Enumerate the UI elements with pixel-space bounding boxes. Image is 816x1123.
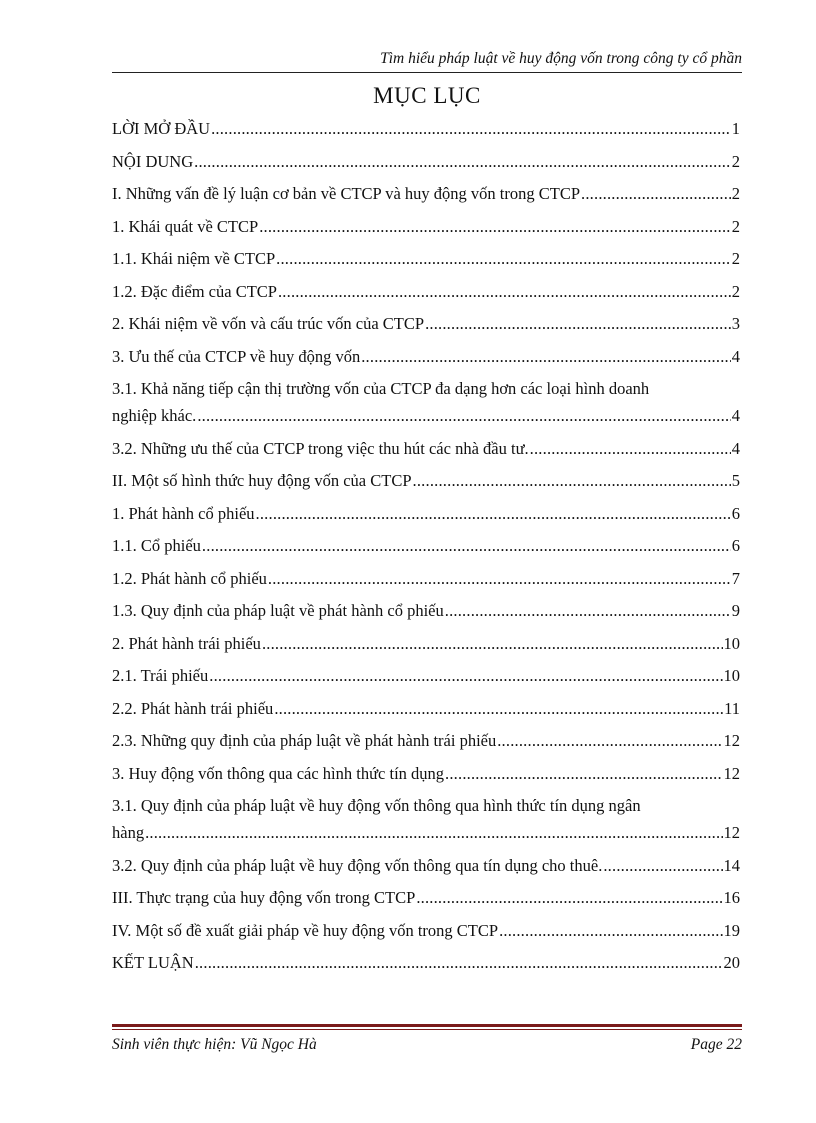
table-of-contents: [112, 118, 740, 985]
toc-entry[interactable]: [112, 378, 740, 427]
footer-rule-thin: [112, 1029, 742, 1030]
toc-entry[interactable]: [112, 216, 740, 238]
toc-page-number: 19: [723, 920, 740, 940]
toc-leader-dots: [276, 248, 731, 270]
toc-entry[interactable]: [112, 438, 740, 460]
toc-leader-dots: [425, 313, 731, 335]
toc-entry[interactable]: [112, 568, 740, 590]
toc-page-number: 2: [731, 151, 740, 171]
toc-leader-dots: [211, 118, 731, 140]
toc-entry-text: 1.2. Đặc điểm của CTCP: [112, 281, 277, 301]
footer-rule-thick: [112, 1024, 742, 1027]
toc-entry-text: 2. Khái niệm về vốn và cấu trúc vốn của CTCP: [112, 314, 425, 333]
toc-entry-text: 1.1. Cổ phiếu: [112, 536, 201, 555]
toc-page-number: 6: [731, 503, 740, 523]
toc-entry-text: 3. Ưu thế của CTCP về huy động vốn: [112, 346, 361, 366]
toc-leader-dots: [603, 855, 722, 877]
toc-entry[interactable]: [112, 535, 740, 557]
toc-entry-text: 2. Phát hành trái phiếu: [112, 633, 261, 653]
footer-page-number: Page 22: [690, 1036, 742, 1053]
toc-entry[interactable]: [112, 183, 740, 205]
toc-page-number: 12: [723, 763, 740, 783]
toc-page-number: 2: [731, 184, 740, 203]
toc-leader-dots: [145, 822, 722, 844]
toc-entry-text: KẾT LUẬN: [112, 953, 194, 972]
toc-entry-text: 1. Khái quát về CTCP: [112, 216, 259, 236]
toc-entry-text: 3.2. Những ưu thế của CTCP trong việc thu hút các nhà đầu tư.: [112, 438, 529, 458]
toc-entry-text: 1.1. Khái niệm về CTCP: [112, 249, 276, 268]
toc-page-number: 2: [731, 281, 740, 301]
toc-page-number: 2: [731, 249, 740, 268]
toc-leader-dots: [278, 281, 731, 303]
toc-page-number: 9: [731, 601, 740, 620]
toc-leader-dots: [268, 568, 731, 590]
page-footer: [112, 1036, 742, 1054]
toc-entry-text: III. Thực trạng của huy động vốn trong CTCP: [112, 888, 416, 907]
toc-page-number: 6: [731, 536, 740, 555]
running-header: Tìm hiểu pháp luật về huy động vốn trong công ty cổ phần: [380, 50, 742, 67]
toc-page-number: 12: [723, 823, 740, 842]
toc-entry-text-line1: 3.1. Khả năng tiếp cận thị trường vốn của CTCP đa dạng hơn các loại hình doanh: [112, 379, 650, 398]
toc-entry-text: 1.3. Quy định của pháp luật về phát hành cổ phiếu: [112, 601, 444, 620]
toc-page-number: 2: [731, 216, 740, 236]
toc-entry[interactable]: [112, 920, 740, 942]
toc-leader-dots: [445, 763, 722, 785]
toc-leader-dots: [209, 665, 722, 687]
toc-leader-dots: [361, 346, 731, 368]
page-title: MỤC LỤC: [373, 83, 481, 108]
toc-page-number: 4: [731, 406, 740, 425]
toc-page-number: 10: [723, 666, 740, 685]
toc-page-number: 11: [724, 698, 740, 718]
toc-entry[interactable]: [112, 698, 740, 720]
toc-entry[interactable]: [112, 470, 740, 492]
toc-entry[interactable]: [112, 281, 740, 303]
toc-entry[interactable]: [112, 118, 740, 140]
toc-page-number: 12: [723, 731, 740, 750]
toc-leader-dots: [259, 216, 731, 238]
toc-entry-text-line2: hàng: [112, 823, 145, 842]
toc-entry-text-line1: 3.1. Quy định của pháp luật về huy động vốn thông qua hình thức tín dụng ngân: [112, 796, 641, 815]
toc-leader-dots: [202, 535, 731, 557]
toc-page-number: 3: [731, 314, 740, 333]
toc-entry[interactable]: [112, 600, 740, 622]
toc-page-number: 16: [723, 888, 740, 907]
toc-page-number: 4: [731, 346, 740, 366]
toc-entry[interactable]: [112, 503, 740, 525]
toc-leader-dots: [499, 920, 722, 942]
toc-leader-dots: [262, 633, 723, 655]
toc-leader-dots: [274, 698, 723, 720]
toc-page-number: 14: [723, 855, 740, 875]
toc-entry[interactable]: [112, 952, 740, 974]
toc-leader-dots: [256, 503, 731, 525]
toc-entry-text: 1.2. Phát hành cổ phiếu: [112, 568, 267, 588]
toc-entry-text: 2.3. Những quy định của pháp luật về phát hành trái phiếu: [112, 731, 497, 750]
toc-entry[interactable]: [112, 763, 740, 785]
toc-leader-dots: [416, 887, 722, 909]
toc-leader-dots: [413, 470, 731, 492]
toc-leader-dots: [581, 183, 731, 205]
toc-entry-text: I. Những vấn đề lý luận cơ bản về CTCP và huy động vốn trong CTCP: [112, 184, 581, 203]
toc-entry-text: 2.2. Phát hành trái phiếu: [112, 698, 274, 718]
toc-entry-text: 3.2. Quy định của pháp luật về huy động vốn thông qua tín dụng cho thuê.: [112, 855, 603, 875]
toc-leader-dots: [497, 730, 722, 752]
toc-leader-dots: [197, 405, 730, 427]
toc-entry-text-line2: nghiệp khác.: [112, 406, 197, 425]
toc-entry[interactable]: [112, 730, 740, 752]
toc-leader-dots: [194, 151, 731, 173]
toc-entry-text: II. Một số hình thức huy động vốn của CTCP: [112, 471, 412, 490]
toc-entry-text: 3. Huy động vốn thông qua các hình thức tín dụng: [112, 763, 445, 783]
toc-entry-text: LỜI MỞ ĐẦU: [112, 119, 211, 138]
toc-entry[interactable]: [112, 313, 740, 335]
toc-entry[interactable]: [112, 633, 740, 655]
toc-leader-dots: [195, 952, 723, 974]
toc-entry-text: IV. Một số đề xuất giải pháp về huy động vốn trong CTCP: [112, 920, 499, 940]
header-rule: [112, 72, 742, 73]
toc-leader-dots: [530, 438, 731, 460]
toc-entry[interactable]: [112, 855, 740, 877]
toc-page-number: 10: [723, 633, 740, 653]
toc-leader-dots: [445, 600, 731, 622]
toc-page-number: 1: [731, 119, 740, 138]
toc-entry[interactable]: [112, 887, 740, 909]
toc-entry[interactable]: [112, 248, 740, 270]
toc-page-number: 5: [731, 471, 740, 490]
toc-entry-text: NỘI DUNG: [112, 151, 194, 171]
toc-page-number: 4: [731, 438, 740, 458]
toc-entry[interactable]: [112, 665, 740, 687]
toc-entry[interactable]: [112, 346, 740, 368]
footer-author: Sinh viên thực hiện: Vũ Ngọc Hà: [112, 1036, 317, 1053]
toc-page-number: 7: [731, 568, 740, 588]
toc-entry-text: 2.1. Trái phiếu: [112, 666, 209, 685]
toc-page-number: 20: [723, 953, 740, 972]
toc-entry-text: 1. Phát hành cổ phiếu: [112, 503, 255, 523]
toc-entry[interactable]: [112, 795, 740, 844]
toc-entry[interactable]: [112, 151, 740, 173]
